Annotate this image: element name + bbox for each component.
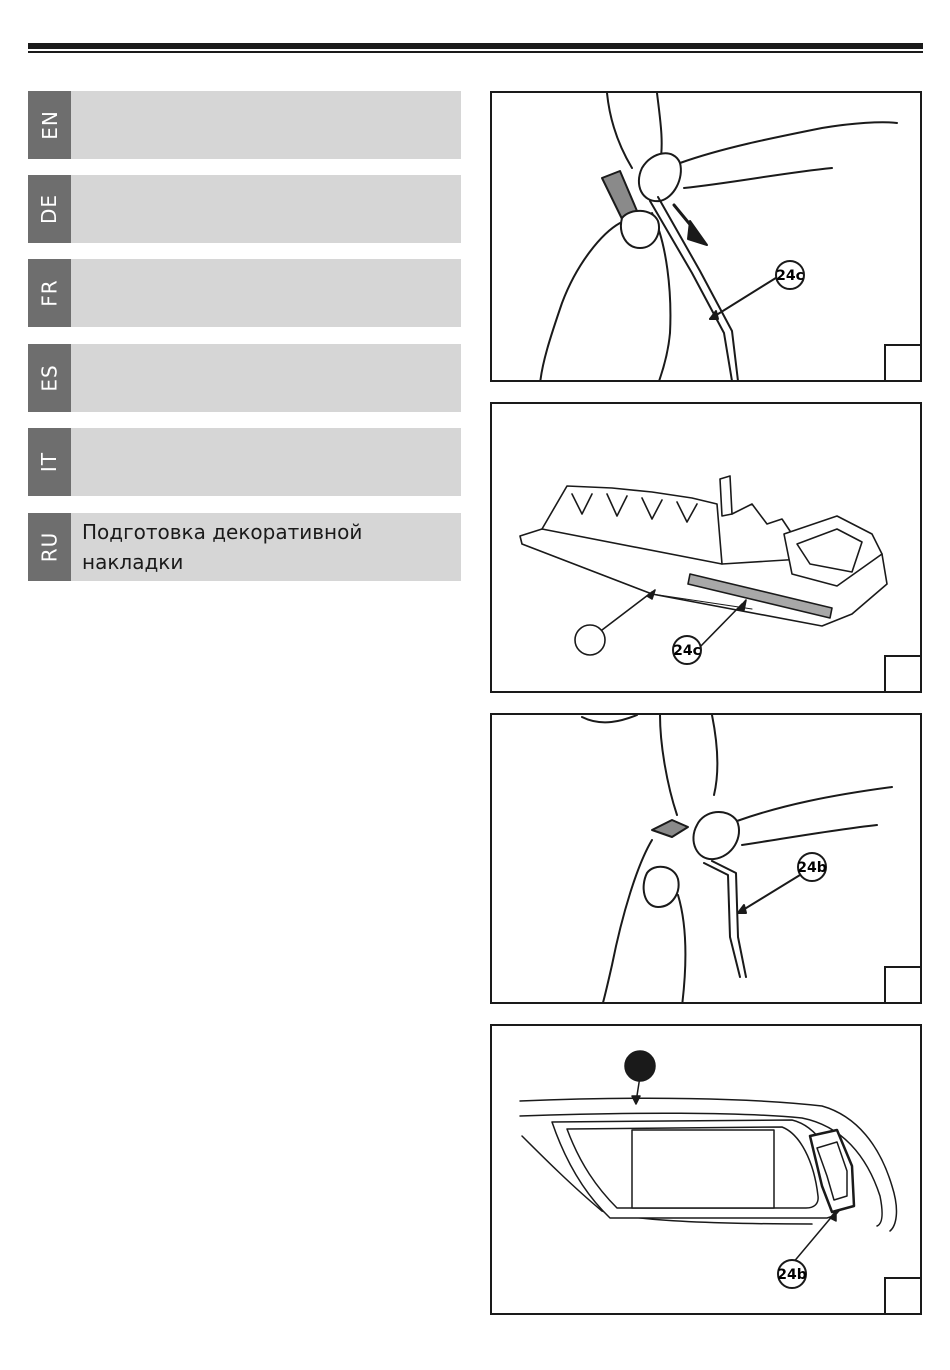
leader-line — [792, 1214, 834, 1264]
callout-circle-empty — [575, 625, 605, 655]
apply-strip-24c-illustration — [492, 404, 922, 693]
lang-tab — [28, 513, 71, 581]
lang-tab — [28, 91, 71, 159]
clip-tab — [677, 502, 697, 522]
hand-outline — [602, 840, 652, 1004]
callout-label-24c: 24c — [776, 268, 804, 284]
callout-label-24b: 24b — [777, 1267, 807, 1283]
clip-post — [720, 476, 732, 516]
install-trim-24b-illustration — [492, 1026, 922, 1315]
finger-nail — [621, 211, 659, 248]
lang-row-de — [28, 175, 461, 243]
illustration-panel-3 — [490, 713, 922, 1004]
finger-nail — [644, 867, 679, 907]
arrow-head-icon — [688, 221, 707, 245]
callout-circle-filled — [625, 1051, 655, 1081]
strip-edge — [704, 863, 740, 977]
thumb-nail — [693, 812, 739, 859]
finger-outline — [582, 715, 637, 722]
finger-outline — [684, 168, 832, 188]
lang-code: ES — [37, 364, 62, 392]
finger-outline — [678, 895, 685, 1004]
clip-tab — [607, 494, 627, 516]
lang-code: EN — [37, 110, 62, 140]
lang-code: DE — [37, 193, 62, 225]
finger-outline — [742, 825, 877, 845]
step-number-box — [884, 344, 922, 382]
callout-label-24c: 24c — [673, 643, 701, 659]
leader-arrow-icon — [738, 905, 746, 913]
leader-line — [738, 875, 800, 913]
lang-tab — [28, 175, 71, 243]
lang-code: IT — [37, 451, 62, 473]
clip-tab — [642, 498, 662, 519]
finger-outline — [680, 122, 897, 163]
lang-row-en — [28, 91, 461, 159]
lang-row-ru — [28, 513, 461, 581]
leader-line — [697, 604, 742, 650]
leader-line — [710, 276, 779, 319]
lang-text: Подготовка декоративной накладки — [82, 520, 363, 574]
leader-line — [602, 592, 652, 630]
lang-row-fr — [28, 259, 461, 327]
finger-outline — [737, 787, 892, 821]
lang-tab — [28, 259, 71, 327]
lang-code: FR — [37, 279, 62, 307]
illustration-panel-1 — [490, 91, 922, 382]
step-number-box — [884, 655, 922, 693]
display-screen — [632, 1130, 774, 1208]
clip-tab — [572, 494, 592, 514]
clip-detail — [732, 504, 792, 534]
header-rule-thick — [28, 43, 923, 49]
peel-strip-24b-illustration — [492, 715, 922, 1004]
step-number-box — [884, 966, 922, 1004]
hand-outline — [540, 223, 620, 382]
finger-outline — [660, 715, 677, 815]
finger-outline — [712, 715, 717, 795]
peel-strip-24c-illustration — [492, 93, 922, 382]
callout-label-24b: 24b — [797, 860, 827, 876]
strip-backing-peeled — [652, 820, 688, 837]
finger-outline — [607, 93, 632, 168]
lang-row-it — [28, 428, 461, 496]
illustration-panel-2 — [490, 402, 922, 693]
leader-arrow-icon — [710, 311, 718, 319]
step-number-box — [884, 1277, 922, 1315]
illustration-panel-4 — [490, 1024, 922, 1315]
leader-arrow-icon — [632, 1096, 640, 1104]
lang-tab — [28, 344, 71, 412]
finger-outline — [657, 93, 662, 163]
lang-row-es — [28, 344, 461, 412]
lang-tab — [28, 428, 71, 496]
lang-code: RU — [37, 531, 62, 563]
header-rule-thin — [28, 51, 923, 53]
thumb-nail — [639, 153, 681, 201]
